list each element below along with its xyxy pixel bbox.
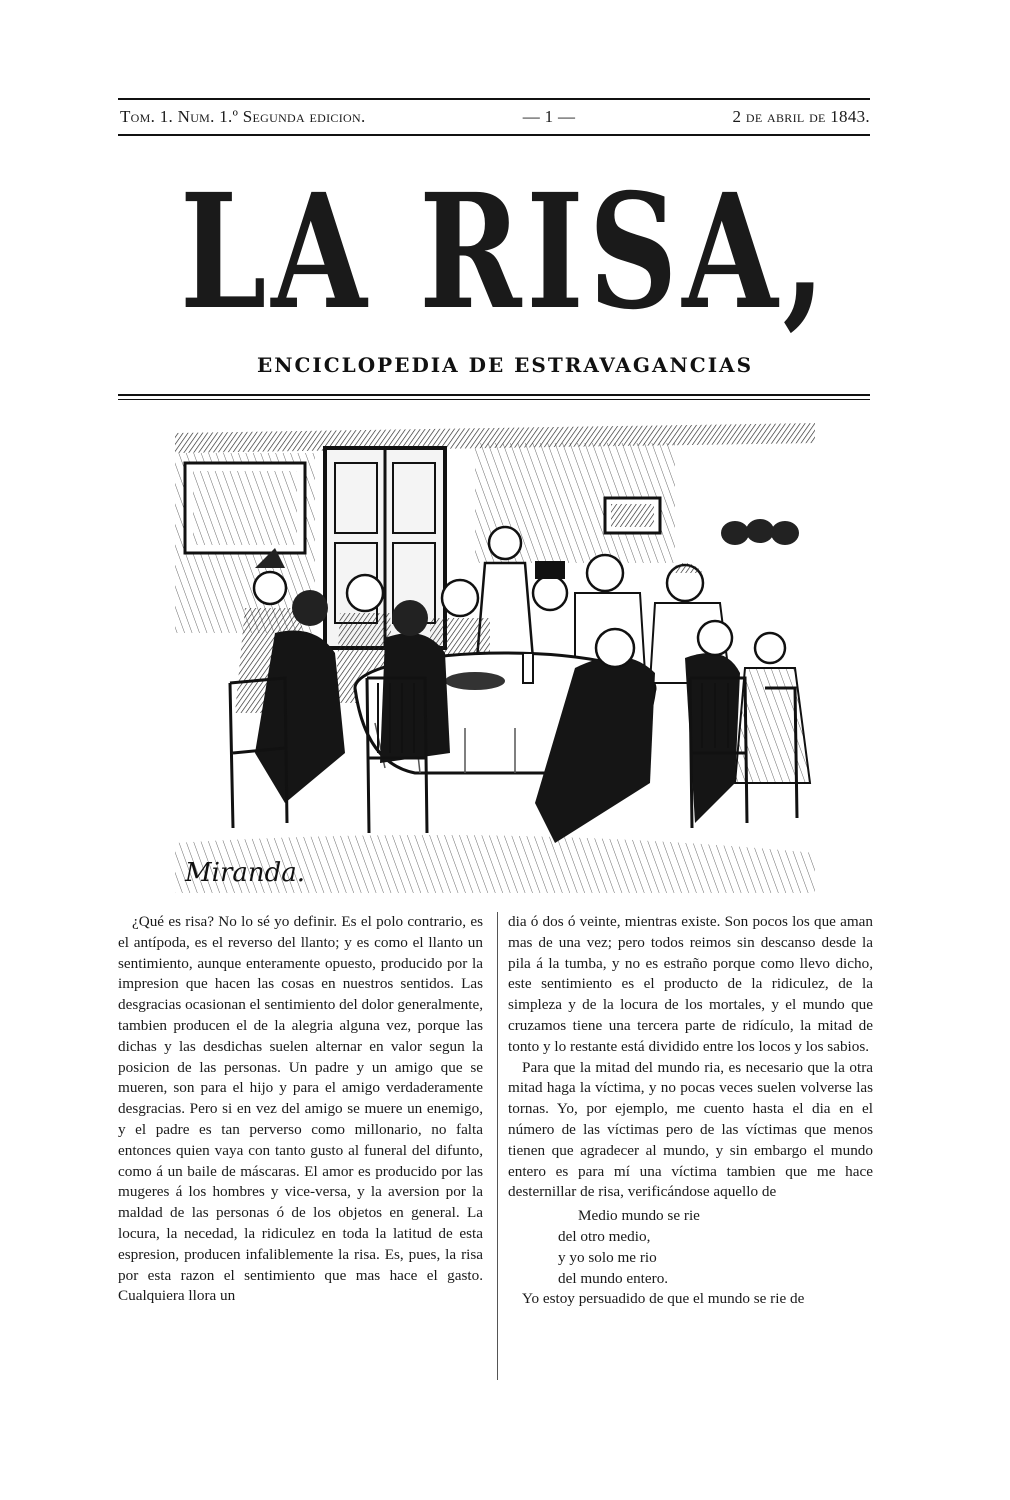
paragraph: dia ó dos ó veinte, mientras existe. Son pocos los que aman mas de una vez; pero todos reimos sin descanso desde la pila á la tumba, y no es estraño porque como llevo dicho, este sentimiento es el producto de la ridiculez, de la simpleza y de la locura de los mortales, y el mundo que cruzamos tiene una tercera parte de ridículo, la mitad de tonto y lo restante está dividido entre los locos y los sabios. (508, 913, 873, 1055)
masthead-rule (118, 134, 870, 136)
paragraph: Para que la mitad del mundo ria, es necesario que la otra mitad haga la víctima, y no pocas veces suelen volverse las tornas. Yo, por ejemplo, me cuento hasta el dia en el número de las víctimas pero de las víctimas que menos tienen que agradecer al mundo, y sin embargo el mundo entero es para mí una víctima tambien que me hace desternillar de risa, verificándose aquello de (508, 1058, 873, 1201)
edicion: Segunda edicion. (242, 107, 366, 126)
issue-date: 2 de abril de 1843. (732, 107, 870, 126)
text-column-right (508, 912, 873, 1382)
masthead-info (120, 104, 870, 130)
verse-line: del mundo entero. (558, 1270, 669, 1288)
paragraph: ¿Qué es risa? No lo sé yo definir. Es el polo contrario, es el antípoda, es el reverso del llanto; y es como el llanto un sentimiento, aunque enteramente opuesto, producido por la impresion que hacen las cosas en nuestros sentidos. Las desgracias ocasionan el sentimiento del dolor generalmente, tambien producen el de la alegria alguna vez, porque las dichas y las desdichas suelen alternar en valor segun la posicion de las personas. Un padre y un amigo que se mueren, son para el hijo y para el amigo verdaderamente desgracias. Pero si en vez del amigo se muere un enemigo, y el padre es tan perverso como millonario, no falta entonces quien vaya con tanto gusto al funeral del difunto, como á un baile de máscaras. El amor es producido por las mugeres á los hombres y vice-versa, y la aversion por la maldad de las personas ó de los objetos en general. La locura, la necedad, la ridiculez en toda la latitud de esta espresion, producen infaliblemente la risa. Es, pues, la risa por esta razon el sentimiento que mas hace el gasto. Cualquiera llora un (118, 913, 483, 1305)
subtitle-rule-thin (118, 399, 870, 400)
text-column-left (118, 912, 483, 1382)
verse-line: y yo solo me rio (558, 1249, 657, 1267)
small-wall-frame (605, 498, 660, 533)
tomo: Tom. 1. (120, 107, 174, 126)
subtitle-rule-thick (118, 394, 870, 396)
verse-line: Medio mundo se rie (578, 1207, 700, 1225)
newspaper-title: LA RISA, (179, 160, 831, 345)
issue-info (120, 107, 366, 127)
top-rule (118, 98, 870, 100)
newspaper-subtitle: ENCICLOPEDIA DE ESTRAVAGANCIAS (256, 353, 754, 377)
wall-frame (185, 463, 305, 553)
verse-line: del otro medio, (558, 1228, 651, 1246)
numero: Num. 1.º (177, 107, 239, 126)
page-number: — 1 — (522, 107, 576, 126)
engraving-illustration (175, 423, 815, 893)
hanging-hats (721, 519, 799, 545)
paragraph: Yo estoy persuadido de que el mundo se rie de (522, 1290, 805, 1308)
verse (508, 1205, 873, 1289)
artist-signature: Miranda. (185, 858, 306, 888)
column-divider (497, 912, 498, 1380)
